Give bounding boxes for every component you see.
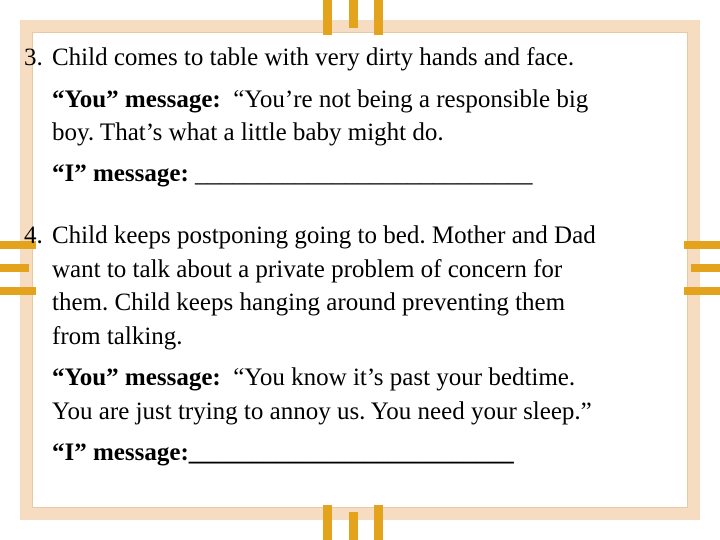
item4-scenario-line4: from talking. [52, 323, 183, 350]
item3-scenario: Child comes to table with very dirty hands and face. [52, 44, 575, 71]
item3-you-label: “You” message: [52, 86, 221, 113]
item4-i-label: “I” message: [52, 439, 189, 466]
item3-you-text-2: boy. That’s what a little baby might do. [52, 119, 444, 146]
item4-number: 4. [24, 222, 43, 249]
item3-i-label: “I” message: [52, 160, 189, 187]
item3-you-message-line1 [52, 83, 588, 116]
item4-i-message-line [52, 436, 514, 469]
item3-i-message-line [52, 157, 533, 190]
item4-scenario-line1: Child keeps postponing going to bed. Mother and Dad [52, 222, 596, 249]
item3-you-text-1: “You’re not being a responsible big [233, 86, 589, 113]
item3-i-blank: ___________________________ [195, 160, 533, 187]
item4-scenario-line2: want to talk about a private problem of concern for [52, 256, 563, 283]
item4-scenario-line3: them. Child keeps hanging around preventing them [52, 289, 566, 316]
item4-you-text-2: You are just trying to annoy us. You need your sleep.” [52, 398, 592, 425]
item4-i-blank: __________________________ [188, 439, 514, 466]
item3-number: 3. [24, 44, 43, 71]
item4-you-text-1: “You know it’s past your bedtime. [233, 364, 576, 391]
item4-you-message-line1 [52, 361, 575, 394]
item4-you-label: “You” message: [52, 364, 221, 391]
